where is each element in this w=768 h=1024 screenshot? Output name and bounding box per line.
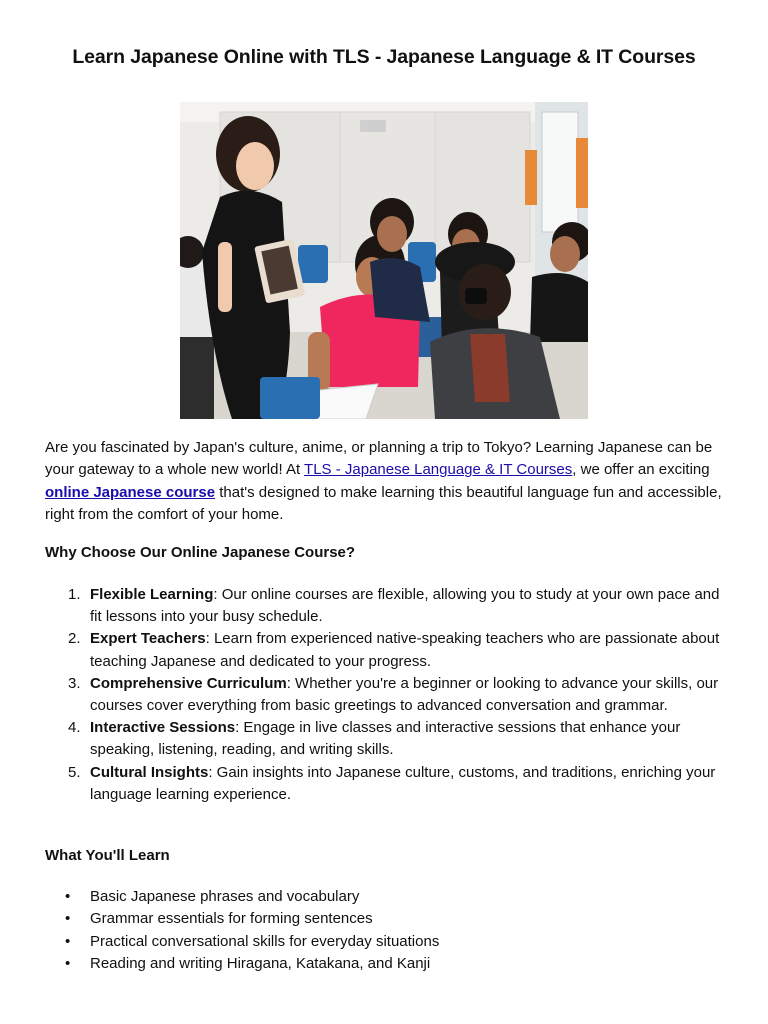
bullet-icon: •	[65, 955, 71, 973]
learn-item	[45, 931, 725, 953]
intro-text-1: Are you fascinated by Japan's culture, anime, or planning a trip to Tokyo? Learning Japanese can be your gateway to a whole new world! At	[45, 439, 713, 479]
learn-item	[45, 908, 725, 930]
feature-title: Expert Teachers	[90, 630, 206, 648]
learn-item-text: Basic Japanese phrases and vocabulary	[90, 888, 360, 905]
feature-item	[45, 717, 725, 761]
intro-paragraph	[45, 437, 725, 527]
feature-number: 5.	[68, 763, 81, 781]
feature-number: 2.	[68, 630, 81, 648]
feature-title: Cultural Insights	[90, 763, 209, 781]
online-course-link[interactable]: online Japanese course	[45, 483, 216, 501]
bullet-icon: •	[65, 888, 71, 905]
page-title: Learn Japanese Online with TLS - Japanese Language & IT Courses	[72, 46, 696, 68]
learn-list	[45, 886, 725, 976]
learn-item	[45, 953, 725, 975]
feature-text: : Learn from experienced native-speaking teachers who are passionate about teaching Japanese and dedicated to your progress.	[90, 630, 720, 670]
feature-number: 1.	[68, 586, 81, 603]
bullet-icon: •	[65, 932, 71, 950]
features-list	[45, 584, 725, 806]
feature-title: Flexible Learning	[90, 586, 214, 603]
feature-number: 3.	[68, 674, 81, 692]
feature-title: Interactive Sessions	[90, 719, 236, 737]
learn-heading: What You'll Learn	[45, 847, 170, 864]
feature-title: Comprehensive Curriculum	[90, 674, 287, 692]
why-heading: Why Choose Our Online Japanese Course?	[45, 544, 356, 561]
learn-item-text: Reading and writing Hiragana, Katakana, and Kanji	[90, 955, 431, 973]
tls-link[interactable]: TLS - Japanese Language & IT Courses	[304, 461, 573, 479]
feature-number: 4.	[68, 719, 81, 737]
bullet-icon: •	[65, 910, 71, 928]
intro-text-3: that's designed to make learning this beautiful language fun and accessible, right from the comfort of your home.	[45, 483, 722, 524]
intro-text-2: , we offer an exciting	[572, 461, 710, 479]
learn-item	[45, 886, 725, 908]
learn-item-text: Grammar essentials for forming sentences	[90, 910, 373, 928]
classroom-photo	[180, 102, 588, 419]
feature-text: : Our online courses are flexible, allowing you to study at your own pace and fit lessons into your busy schedule.	[90, 586, 720, 626]
feature-item	[45, 628, 725, 672]
feature-text: : Engage in live classes and interactive sessions that enhance your speaking, listening, reading, and writing skills.	[90, 719, 681, 759]
learn-item-text: Practical conversational skills for everyday situations	[90, 932, 440, 950]
feature-item	[45, 673, 725, 717]
feature-text: : Gain insights into Japanese culture, customs, and traditions, enriching your language learning experience.	[90, 763, 716, 803]
feature-item	[45, 584, 725, 628]
feature-text: : Whether you're a beginner or looking to advance your skills, our courses cover everything from basic greetings to advanced conversation and grammar.	[90, 674, 719, 715]
feature-item	[45, 762, 725, 806]
